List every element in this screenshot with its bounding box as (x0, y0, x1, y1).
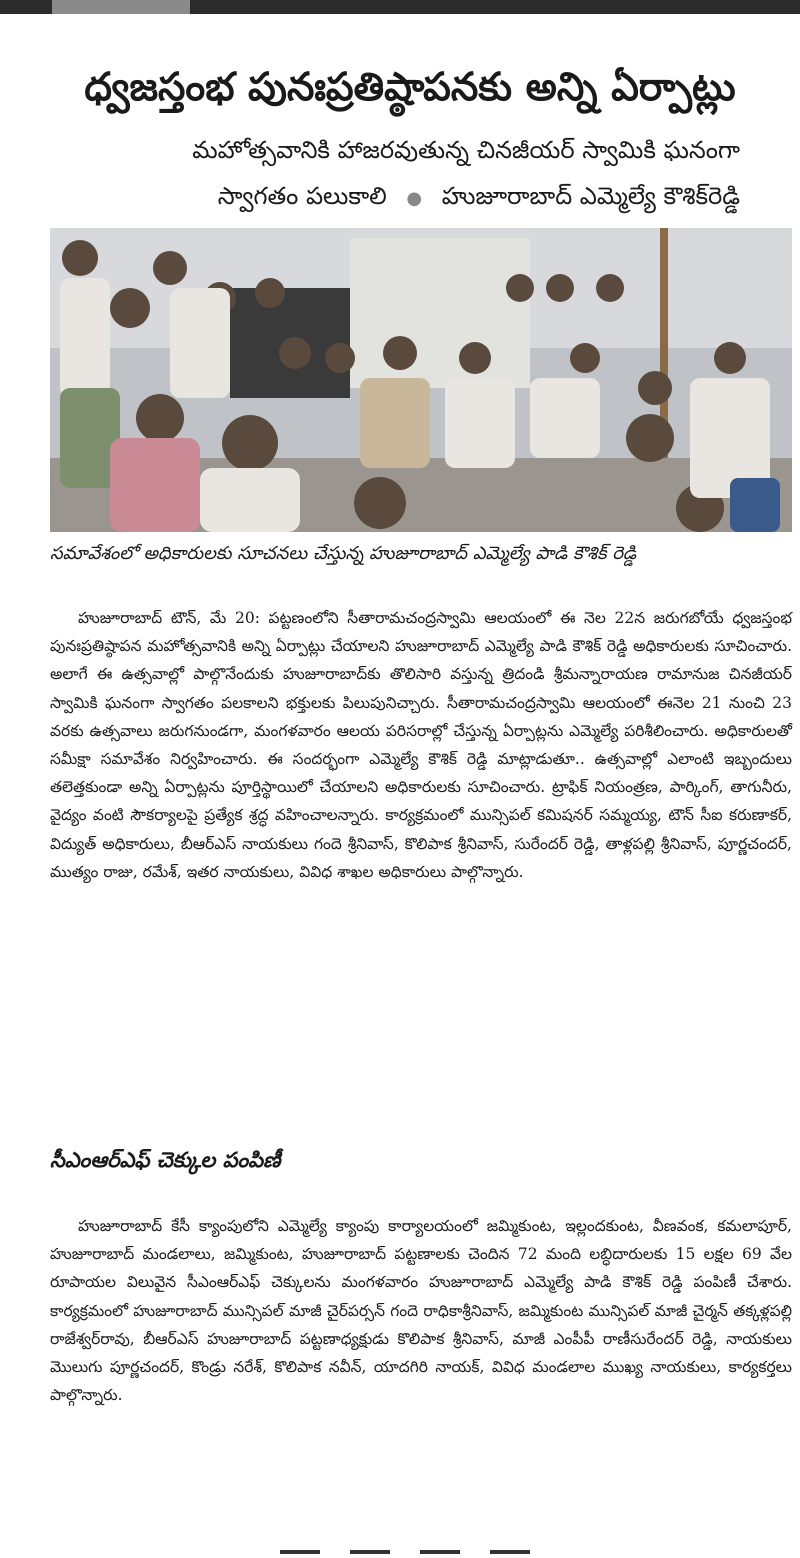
subheadline-line-2-part-1: స్వాగతం పలుకాలి (217, 182, 387, 210)
bullet-icon: ● (406, 188, 423, 209)
photo-caption: సమావేశంలో అధికారులకు సూచనలు చేస్తున్న హుజూరాబాద్ ఎమ్మెల్యే పాడి కౌశిక్ రెడ్డి (50, 543, 637, 564)
article-paragraph-2 (50, 1212, 792, 1409)
top-rule-accent (52, 0, 190, 14)
article-paragraph-1 (50, 604, 792, 886)
article-headline: ధ్వజస్తంభ పునఃప్రతిష్ఠాపనకు అన్ని ఏర్పాట్లు (84, 65, 736, 110)
meeting-photo-illustration (50, 228, 792, 532)
next-article-cut-off (280, 1540, 580, 1558)
section-subheading: సీఎంఆర్‌ఎఫ్ చెక్కుల పంపిణీ (50, 1148, 281, 1172)
article-paragraph-2-text: హుజూరాబాద్ కేసీ క్యాంపులోని ఎమ్మెల్యే క్యాంపు కార్యాలయంలో జమ్మికుంట, ఇల్లందకుంట, వీణవంక, కమలాపూర్, హుజూరాబాద్ మండలాలు, జమ్మికుంట, హుజూరాబాద్ పట్టణాలకు చెందిన 72 మంది లబ్ధిదారులకు 15 లక్షల 69 వేల రూపాయల విలువైన సీఎంఆర్‌ఎఫ్ చెక్కులను మంగళవారం హుజూరాబాద్ ఎమ్మెల్యే పాడి కౌశిక్ రెడ్డి పంపిణీ చేశారు. కార్యక్రమంలో హుజూరాబాద్ మున్సిపల్ మాజీ చైర్‌పర్సన్ గందె రాధికాశ్రీనివాస్, జమ్మికుంట మున్సిపల్ మాజీ చైర్మన్ తక్కళ్లపల్లి రాజేశ్వర్‌రావు, బీఆర్‌ఎస్ హుజూరాబాద్ పట్టణాధ్యక్షుడు కొలిపాక శ్రీనివాస్, మాజీ ఎంపీపీ రాణీసురేందర్ రెడ్డి, నాయకులు మొలుగు పూర్ణచందర్, కొండ్రు నరేశ్, కొలిపాక నవీన్, యాదగిరి నాయక్, వివిధ మండలాల ముఖ్య నాయకులు, కార్యకర్తలు పాల్గొన్నారు. (50, 1217, 792, 1405)
article-paragraph-1-text: హుజూరాబాద్ టౌన్, మే 20: పట్టణంలోని సీతారామచంద్రస్వామి ఆలయంలో ఈ నెల 22న జరుగబోయే ధ్వజస్తంభ పునఃప్రతిష్ఠాపన మహోత్సవానికి అన్ని ఏర్పాట్లు చేయాలని హుజూరాబాద్ ఎమ్మెల్యే పాడి కౌశిక్ రెడ్డి అధికారులకు సూచించారు. అలాగే ఈ ఉత్సవాల్లో పాల్గొనేందుకు హుజూరాబాద్‌కు తొలిసారి వస్తున్న త్రిదండి శ్రీమన్నారాయణ రామానుజ చినజీయర్ స్వామికి ఘనంగా స్వాగతం పలకాలని భక్తులకు పిలుపునిచ్చారు. సీతారామచంద్రస్వామి ఆలయంలో ఈనెల 21 నుంచి 23 వరకు ఉత్సవాలు జరుగనుండగా, మంగళవారం ఆలయ పరిసరాల్లో చేస్తున్న ఏర్పాట్లను ఎమ్మెల్యే పరిశీలించారు. అధికారులతో సమీక్షా సమావేశం నిర్వహించారు. ఈ సందర్భంగా ఎమ్మెల్యే కౌశిక్ రెడ్డి మాట్లాడుతూ.. ఉత్సవాల్లో ఎలాంటి ఇబ్బందులు తలెత్తకుండా అన్ని ఏర్పాట్లను పూర్తిస్థాయిలో చేయాలని అధికారులకు సూచించారు. ట్రాఫిక్ నియంత్రణ, పార్కింగ్, తాగునీరు, వైద్యం వంటి సౌకర్యాలపై ప్రత్యేక శ్రద్ధ వహించాలన్నారు. కార్యక్రమంలో మున్సిపల్ కమిషనర్ సమ్మయ్య, టౌన్ సీఐ కరుణాకర్, విద్యుత్ అధికారులు, బీఆర్‌ఎస్ నాయకులు గందె శ్రీనివాస్, కొలిపాక శ్రీనివాస్, సురేందర్ రెడ్డి, తాళ్లపల్లి శ్రీనివాస్, పూర్ణచందర్, ముత్యం రాజు, రమేశ్, ఇతర నాయకులు, వివిధ శాఖల అధికారులు పాల్గొన్నారు. (50, 609, 792, 881)
subheadline-line-2 (40, 178, 740, 217)
subheadline-line-2-part-2: హుజూరాబాద్ ఎమ్మెల్యే కౌశిక్‌రెడ్డి (441, 182, 740, 210)
news-photo (50, 228, 792, 532)
subheadline-line-1: మహోత్సవానికి హాజరవుతున్న చినజీయర్ స్వామికి ఘనంగా (192, 136, 740, 164)
top-rule (0, 0, 800, 14)
